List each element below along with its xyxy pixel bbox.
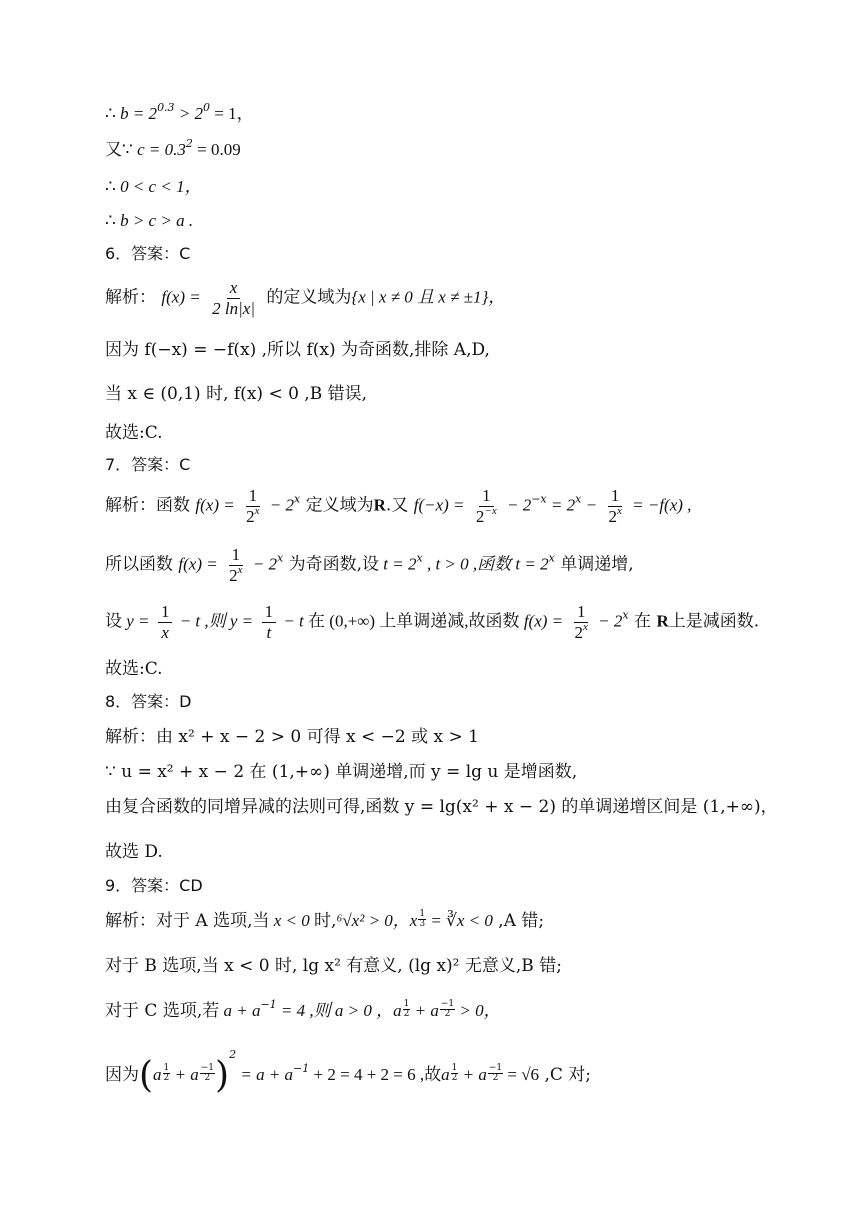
fraction-numerator: 1 (479, 486, 494, 507)
math-text: b > c > a . (115, 211, 194, 230)
q8-answer-header: 8．答案：D (105, 692, 192, 711)
exponent-denominator: 3 (419, 919, 426, 929)
text: 又 (105, 140, 122, 160)
fraction (473, 486, 500, 526)
exponent: x (622, 608, 629, 622)
text: 所以函数 (105, 554, 173, 575)
exponent-denominator: 2 (163, 1073, 170, 1084)
text: ,C 对; (539, 1065, 591, 1086)
therefore-symbol: ∴ (105, 177, 116, 196)
math-text: + 2 = 4 + 2 = 6 ,故 (309, 1065, 442, 1085)
math-text: y = (122, 611, 150, 631)
fraction (262, 602, 277, 642)
exponent-denominator: 2 (403, 1009, 410, 1019)
exponent: 0.3 (157, 101, 175, 114)
math-text: − (581, 495, 598, 515)
exponent: −1 (260, 998, 277, 1011)
exponent-numerator: 1 (163, 1063, 170, 1074)
math-text: − 2 (502, 495, 532, 515)
base: 2 (574, 622, 584, 642)
fraction-numerator: 1 (229, 545, 244, 566)
fraction-denominator: 2 ln|x| (212, 298, 255, 318)
fraction (572, 602, 591, 642)
real-numbers-symbol: R (656, 611, 669, 631)
q8-line-1: 解析：由 x² + x − 2 > 0 可得 x < −2 或 x > 1 (105, 727, 479, 747)
exponent-denominator: 2 (492, 1073, 499, 1084)
math-text: c = 0.3 (132, 140, 186, 159)
q7-line-1 (105, 486, 691, 526)
math-text: − 2 (248, 554, 277, 574)
exponent: 2 (229, 1048, 237, 1062)
fractional-exponent (418, 910, 426, 929)
math-text: + a (170, 1065, 199, 1085)
fraction (243, 486, 262, 526)
math-text: f(x) = (519, 611, 564, 631)
exponent: −x (531, 492, 547, 506)
text: 在 (628, 611, 652, 632)
q6-line-4: 故选:C. (105, 423, 163, 443)
math-text: a > 0 ， (330, 1001, 394, 1020)
exponent-numerator: −1 (200, 1063, 215, 1074)
derivation-line-c (105, 137, 241, 160)
exponent: x (237, 563, 243, 576)
exponent: x (583, 620, 588, 633)
close-paren: ) (215, 1055, 230, 1096)
fraction-denominator (605, 504, 624, 527)
exponent: x (416, 551, 423, 565)
math-text: , t > 0 ,函数 (422, 554, 512, 574)
fraction-denominator: x (161, 622, 169, 642)
math-text: = 1， (210, 104, 254, 123)
text: 解析： (105, 287, 156, 308)
text: 时, (314, 911, 337, 931)
fraction-denominator: t (266, 622, 272, 642)
derivation-line-range (105, 177, 202, 197)
math-text: a (441, 1065, 450, 1085)
q7-line-4: 故选:C. (105, 659, 163, 679)
math-text: = 2 (546, 495, 576, 515)
math-text: > 2 (174, 104, 204, 123)
exponent-numerator: −1 (440, 999, 455, 1009)
math-text: ，x (392, 911, 418, 930)
q6-line-2: 因为 f(−x) = −f(x) ,所以 f(x) 为奇函数,排除 A,D, (105, 340, 490, 360)
exponent-denominator: 2 (451, 1073, 458, 1084)
text: 定义域为 (305, 495, 374, 516)
fraction-denominator (243, 504, 262, 527)
math-text: − t (279, 611, 304, 631)
fraction-numerator: 1 (574, 602, 589, 623)
fraction-numerator: x (227, 278, 241, 299)
q7-line-3 (105, 602, 759, 642)
math-text: x < 0 (269, 911, 315, 930)
q6-line-1 (105, 278, 505, 318)
fraction (158, 602, 173, 642)
math-text: a (393, 1001, 402, 1020)
exponent: x (616, 504, 622, 517)
text: 对于 C 选项,若 (105, 1001, 220, 1021)
exponent-numerator: −1 (488, 1063, 503, 1074)
fractional-exponent (200, 1064, 215, 1083)
real-numbers-symbol: R (373, 495, 386, 515)
fraction-denominator (473, 504, 500, 527)
text: 因为 (105, 1065, 139, 1086)
math-text: = √6 (503, 1065, 540, 1085)
exponent-numerator: 1 (451, 1063, 458, 1074)
because-symbol: ∵ (122, 140, 133, 159)
fraction-numerator: 1 (262, 602, 277, 623)
fractional-exponent (440, 1000, 455, 1019)
math-text: t = 2 (379, 554, 417, 574)
base: 2 (229, 565, 238, 585)
text: 单调递增, (554, 554, 634, 575)
fraction (226, 545, 245, 585)
math-text: f(−x) = (413, 495, 465, 515)
fraction (605, 486, 624, 526)
exponent: 0 (203, 101, 211, 114)
math-text: a + a (219, 1001, 261, 1020)
fractional-exponent (488, 1064, 503, 1083)
q7-answer-header: 7．答案：C (105, 455, 191, 474)
math-text: 0 < c < 1， (115, 177, 202, 196)
math-text: t = 2 (511, 554, 549, 574)
exponent: x (277, 551, 284, 565)
q6-line-3: 当 x ∈ (0,1) 时, f(x) < 0 ,B 错误, (105, 384, 368, 404)
exponent: x (575, 492, 582, 506)
text: ,A 错; (492, 911, 545, 931)
exponent: −1 (293, 1062, 310, 1076)
math-text: = a + a (236, 1065, 294, 1085)
q9-answer-header: 9．答案：CD (105, 876, 203, 895)
text: 的定义域为 (266, 287, 352, 308)
exponent-denominator: 2 (444, 1009, 451, 1019)
math-text: − 2 (265, 495, 294, 515)
math-text: − t ,则 (175, 611, 226, 631)
exponent: x (294, 492, 301, 506)
math-text: f(x) = (161, 287, 201, 307)
fraction-numerator: 1 (608, 486, 623, 507)
q8-line-4: 故选 D. (105, 842, 163, 862)
fraction-denominator (572, 620, 591, 643)
q9-line-1 (105, 910, 544, 931)
exponent: x (548, 551, 555, 565)
q7-line-2 (105, 545, 634, 585)
math-text: b = 2 (115, 104, 158, 123)
fraction-numerator: 1 (158, 602, 173, 623)
text: 解析：函数 (105, 495, 190, 516)
text: 设 (105, 611, 122, 632)
math-text: = −f(x) , (627, 495, 692, 515)
math-text: + a (458, 1065, 487, 1085)
base: 2 (608, 506, 617, 526)
math-text: ⁶√x² > 0 (336, 911, 393, 930)
exponent-numerator: 1 (419, 909, 426, 919)
math-text: = ∛x < 0 (426, 911, 493, 930)
q9-line-4 (105, 1048, 591, 1097)
math-text: f(x) = (195, 495, 235, 515)
base: 2 (475, 506, 485, 526)
fraction-denominator (226, 563, 245, 586)
text: 上是减函数. (668, 611, 760, 632)
q6-answer-header: 6．答案：C (105, 244, 191, 263)
therefore-symbol: ∴ (105, 104, 116, 123)
derivation-line-conclusion (105, 211, 193, 231)
base: 2 (246, 506, 255, 526)
math-text: {x | x ≠ 0 且 x ≠ ±1}， (351, 287, 506, 307)
therefore-symbol: ∴ (105, 211, 116, 230)
q8-line-3: 由复合函数的同增异减的法则可得,函数 y = lg(x² + x − 2) 的单调递增区间是 (1,+∞)， (105, 797, 778, 817)
text: .又 (385, 495, 409, 516)
exponent: −x (484, 504, 497, 517)
exponent-numerator: 1 (403, 999, 410, 1009)
text: 解析：对于 A 选项,当 (105, 911, 270, 931)
fraction (209, 278, 258, 318)
q9-line-2: 对于 B 选项,当 x < 0 时, lg x² 有意义, (lg x)² 无意义,B 错; (105, 956, 562, 976)
text: 为奇函数,设 (288, 554, 380, 575)
derivation-line-b (105, 101, 254, 124)
math-text: = 0.09 (192, 140, 241, 159)
math-text: = 4 ,则 (276, 1001, 331, 1020)
math-text: > 0， (455, 1001, 501, 1020)
math-text: + a (410, 1001, 439, 1020)
open-paren: ( (139, 1055, 154, 1096)
math-text: a (153, 1065, 162, 1085)
fraction-numerator: 1 (246, 486, 261, 507)
exponent-denominator: 2 (204, 1073, 211, 1084)
math-text: y = (225, 611, 254, 631)
q8-line-2: ∵ u = x² + x − 2 在 (1,+∞) 单调递增,而 y = lg u 是增函数, (105, 762, 578, 782)
math-text: − 2 (593, 611, 623, 631)
exponent: 2 (185, 137, 193, 150)
math-text: f(x) = (178, 554, 218, 574)
text: 在 (0,+∞) 上单调递减,故函数 (303, 611, 520, 631)
exponent: x (254, 504, 260, 517)
q9-line-3 (105, 1000, 501, 1021)
